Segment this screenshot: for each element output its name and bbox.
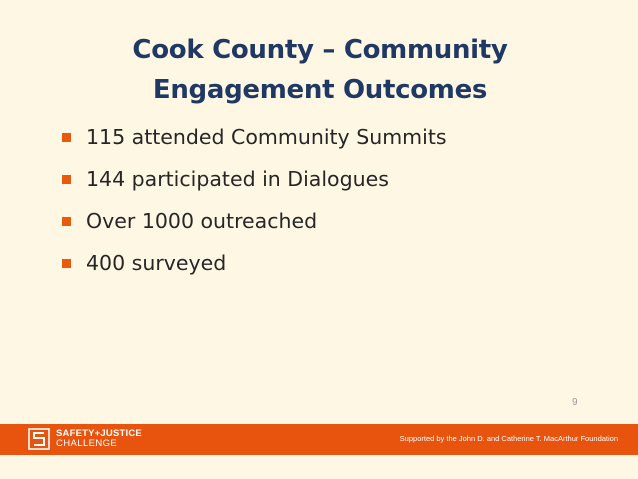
- bullet-item: [62, 122, 447, 164]
- logo-line-2: CHALLENGE: [56, 438, 118, 449]
- logo-wordmark: [56, 429, 142, 449]
- square-bullet-icon: [62, 133, 71, 142]
- footer-bar: [0, 424, 638, 455]
- logo-line-1: SAFETY+JUSTICE: [56, 428, 142, 439]
- bullet-text: 144 participated in Dialogues: [86, 167, 389, 191]
- square-bullet-icon: [62, 217, 71, 226]
- square-bullet-icon: [62, 259, 71, 268]
- bullet-item: [62, 164, 447, 206]
- slide-title: [90, 30, 550, 110]
- title-line-2: Engagement Outcomes: [152, 75, 488, 105]
- bullet-text: 115 attended Community Summits: [86, 125, 447, 149]
- page-number: 9: [572, 397, 578, 408]
- title-line-1: Cook County – Community: [132, 35, 508, 65]
- bullet-text: Over 1000 outreached: [86, 209, 318, 233]
- square-bullet-icon: [62, 175, 71, 184]
- support-credit: Supported by the John D. and Catherine T. MacArthur Foundation: [399, 434, 618, 443]
- bullet-list: [62, 122, 447, 290]
- bullet-item: [62, 248, 447, 290]
- safety-justice-logo-icon: [28, 428, 50, 450]
- bullet-text: 400 surveyed: [86, 251, 227, 275]
- bullet-item: [62, 206, 447, 248]
